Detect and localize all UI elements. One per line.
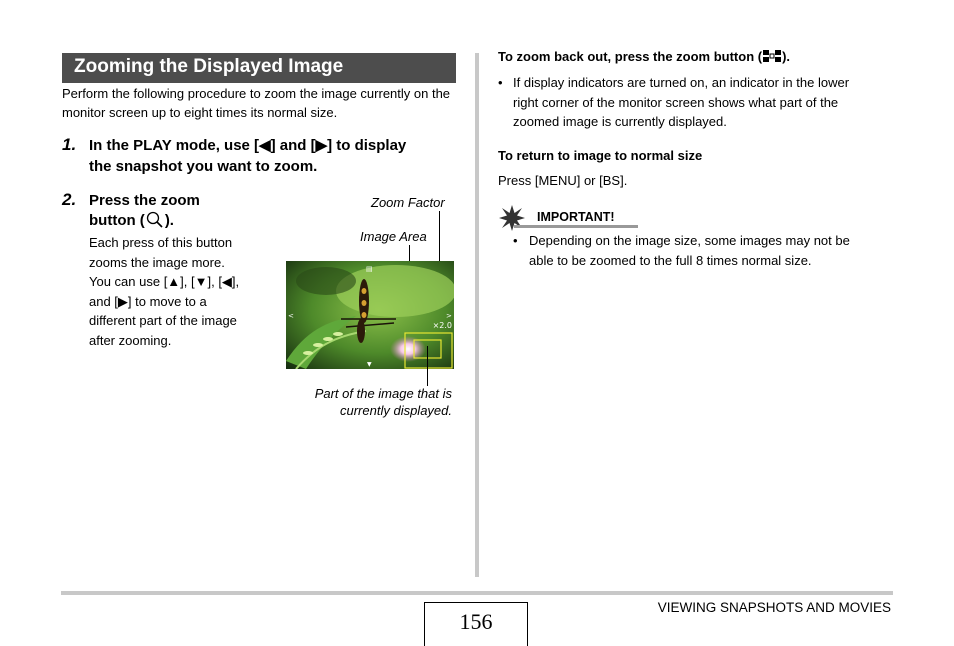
bullet-marker: • [513, 233, 518, 248]
step-1-line-2: the snapshot you want to zoom. [89, 158, 318, 175]
zoom-out-bullet-line: zoomed image is currently displayed. [513, 114, 727, 129]
step-2-line-2-suffix: ). [164, 212, 174, 229]
step-2-body-line: after zooming. [89, 332, 172, 348]
magnifier-icon [145, 211, 165, 234]
svg-text:>: > [446, 312, 452, 320]
step-1-line-1: In the PLAY mode, use [◀] and [▶] to display [89, 137, 407, 154]
step-2-number: 2. [62, 190, 77, 209]
zoom-out-heading-suffix: ). [782, 49, 791, 64]
section-header-bar [62, 53, 456, 83]
step-2-body-line: zooms the image more. [89, 254, 225, 270]
step-2-body-line: and [▶] to move to a [89, 293, 207, 309]
zoomed-photo [286, 261, 454, 369]
zoom-out-bullet-line: If display indicators are turned on, an indicator in the lower [513, 75, 850, 90]
zoom-out-bullet [513, 73, 849, 132]
caption-callout-line [427, 346, 428, 386]
step-1-number: 1. [62, 135, 77, 154]
important-burst-icon [499, 205, 525, 236]
zoom-out-heading [498, 49, 790, 64]
svg-text:▼: ▼ [367, 361, 372, 368]
important-bullet [529, 231, 850, 270]
important-bullet-line: Depending on the image size, some images may not be [529, 233, 850, 248]
section-title: Zooming the Displayed Image [74, 56, 344, 77]
intro-paragraph: Perform the following procedure to zoom the image currently on the monitor screen up to eight times its normal size. [62, 86, 451, 120]
step-2-line-2 [89, 210, 174, 234]
step-2-body-line: Each press of this button [89, 235, 233, 250]
zoom-factor-label: Zoom Factor [371, 195, 445, 210]
zoom-out-bullet-line: right corner of the monitor screen shows what part of the [513, 94, 839, 110]
figure-caption-line: Part of the image that is [314, 386, 452, 401]
important-underline [514, 225, 638, 228]
column-divider [475, 53, 479, 577]
important-bullet-line: able to be zoomed to the full 8 times normal size. [529, 252, 812, 268]
footer-rule [61, 591, 893, 595]
footer-section-label: VIEWING SNAPSHOTS AND MOVIES [657, 600, 891, 615]
step-2-body [89, 233, 239, 350]
important-label: IMPORTANT! [537, 210, 615, 224]
bullet-marker: • [498, 75, 503, 90]
step-2-body-line: You can use [▲], [▼], [◀], [89, 274, 240, 289]
return-text: Press [MENU] or [BS]. [498, 173, 628, 188]
return-heading: To return to image to normal size [498, 148, 703, 163]
zoom-out-heading-text: To zoom back out, press the zoom button ( [498, 49, 763, 64]
zoom-factor-readout: ×2.0 [432, 321, 452, 330]
zoom-out-icon [762, 49, 782, 63]
page-number: 156 [459, 609, 493, 634]
image-area-label: Image Area [360, 229, 427, 244]
svg-text:▤: ▤ [366, 265, 373, 273]
svg-text:<: < [288, 312, 294, 320]
step-2-line-2-prefix: button ( [89, 212, 145, 229]
page-number-box [424, 602, 528, 646]
step-2-body-line: different part of the image [89, 313, 237, 328]
figure-caption [290, 385, 452, 419]
figure-caption-line: currently displayed. [340, 403, 452, 418]
step-2-line-1: Press the zoom [89, 192, 200, 209]
